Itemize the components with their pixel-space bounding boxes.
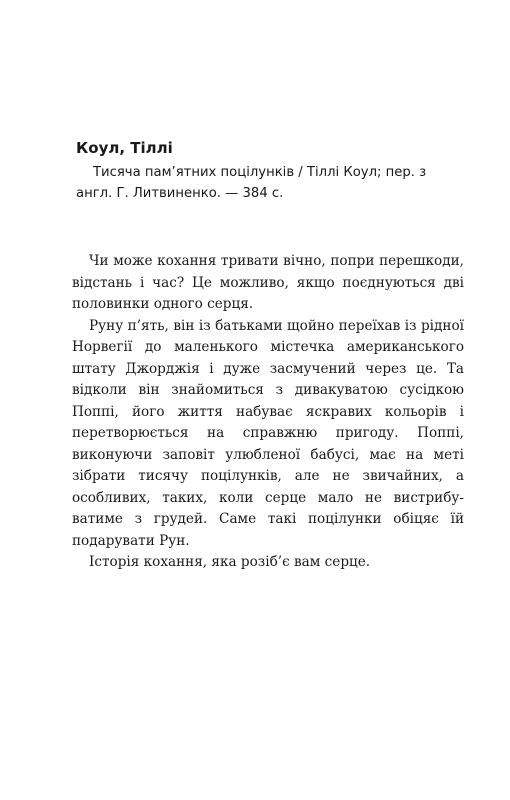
annotation-paragraph: Історія кохання, яка розіб’є вам серце. [89, 554, 371, 570]
book-annotation [72, 251, 464, 574]
bibliographic-record [76, 138, 462, 204]
author-name: Коул, Тіллі [76, 139, 173, 157]
annotation-paragraph: Чи може кохання тривати вічно, попри перешкоди, відстань і час? Це можливо, якщо поєднуються дві половинки одного серця. [72, 253, 464, 312]
bibliographic-description: Тисяча пам’ятних поцілунків / Тіллі Коул; пер. з англ. Г. Литвиненко. — 384 с. [76, 165, 427, 201]
annotation-paragraph: Руну п’ять, він із батьками щойно переїхав із рідної Норвегії до маленького містечка американського штату Джорджія і дуже засмучений через це. Та відколи він знайомиться з дивакуватою сусідкою Поппі, його життя набуває яскравих кольорів і перетворюється на справжню пригоду. Поппі, виконуючи заповіт улюбленої бабусі, має на меті зібрати тисячу поцілунків, але не звичайних, а особливих, таких, коли серце мало не вистрибуватиме з грудей. Саме такі поцілунки обіцяє їй подарувати Рун. [72, 317, 464, 549]
